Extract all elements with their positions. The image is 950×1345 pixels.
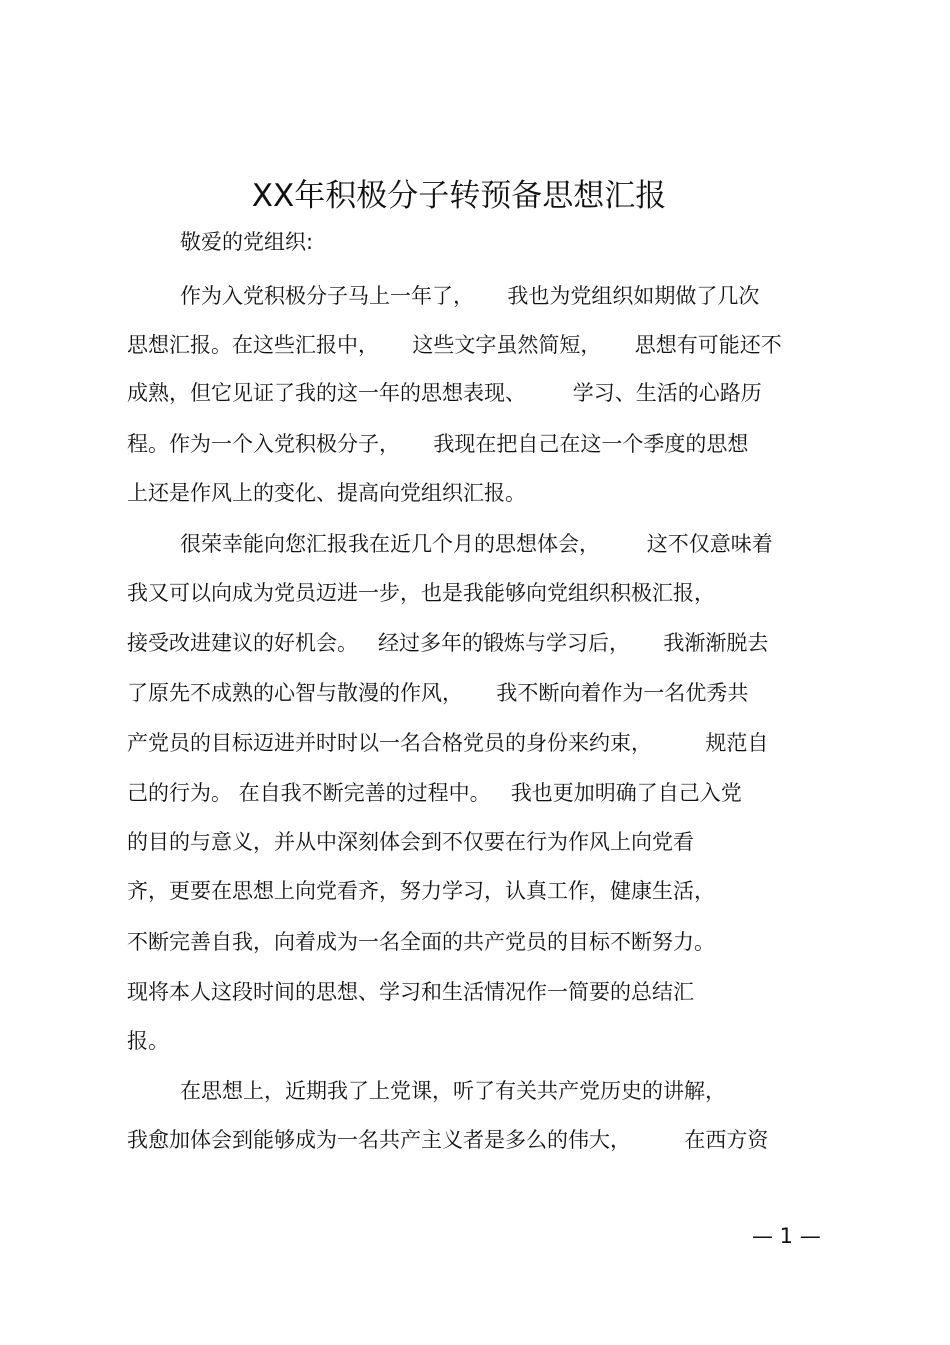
paragraph-line: 我愈加体会到能够成为一名共产主义者是多么的伟大， 在西方资 xyxy=(127,1128,769,1152)
paragraph-line: 不断完善自我，向着成为一名全面的共产党员的目标不断努力。 xyxy=(127,930,715,954)
paragraph-line: 报。 xyxy=(127,1029,169,1053)
paragraph-line: 齐，更要在思想上向党看齐，努力学习，认真工作，健康生活， xyxy=(127,879,715,903)
salutation: 敬爱的党组织: xyxy=(180,230,314,254)
paragraph-line: 己的行为。 在自我不断完善的过程中。 我也更加明确了自己入党 xyxy=(127,781,742,805)
paragraph-line: 了原先不成熟的心智与散漫的作风， 我不断向着作为一名优秀共 xyxy=(127,681,749,705)
paragraph-line: 思想汇报。在这些汇报中， 这些文字虽然简短， 思想有可能还不 xyxy=(127,333,782,357)
paragraph-line: 成熟，但它见证了我的这一年的思想表现、 学习、生活的心路历 xyxy=(127,381,762,405)
paragraph-line: 接受改进建议的好机会。 经过多年的锻炼与学习后， 我渐渐脱去 xyxy=(127,631,769,655)
paragraph-line: 很荣幸能向您汇报我在近几个月的思想体会， 这不仅意味着 xyxy=(180,532,773,556)
paragraph-line: 上还是作风上的变化、提高向党组织汇报。 xyxy=(127,481,526,505)
paragraph-line: 作为入党积极分子马上一年了， 我也为党组织如期做了几次 xyxy=(180,284,760,308)
paragraph-line: 程。作为一个入党积极分子， 我现在把自己在这一个季度的思想 xyxy=(127,432,749,456)
paragraph-line: 产党员的目标迈进并时时以一名合格党员的身份来约束， 规范自 xyxy=(127,731,769,755)
paragraph-line: 的目的与意义，并从中深刻体会到不仅要在行为作风上向党看 xyxy=(127,830,694,854)
paragraph-line: 我又可以向成为党员迈进一步，也是我能够向党组织积极汇报， xyxy=(127,581,715,605)
page-number: — 1 — xyxy=(752,1224,821,1248)
paragraph-line: 在思想上，近期我了上党课，听了有关共产党历史的讲解， xyxy=(180,1079,726,1103)
document-title: XX年积极分子转预备思想汇报 xyxy=(251,178,667,214)
paragraph-line: 现将本人这段时间的思想、学习和生活情况作一简要的总结汇 xyxy=(127,980,694,1004)
